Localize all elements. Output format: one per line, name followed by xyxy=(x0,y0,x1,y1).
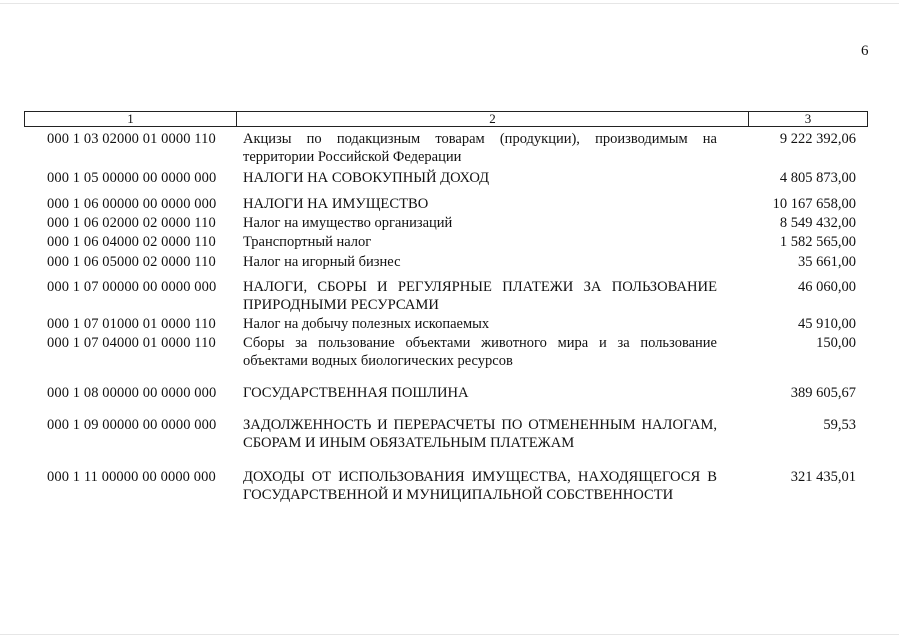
row-code: 000 1 09 00000 00 0000 000 xyxy=(47,417,217,433)
row-amount: 8 549 432,00 xyxy=(779,215,856,231)
row-code: 000 1 11 00000 00 0000 000 xyxy=(47,469,216,485)
row-code: 000 1 06 04000 02 0000 110 xyxy=(47,234,216,250)
row-code: 000 1 07 00000 00 0000 000 xyxy=(47,279,217,295)
scan-artifact-top xyxy=(0,3,899,4)
page-number: 6 xyxy=(861,43,869,59)
row-amount: 389 605,67 xyxy=(790,385,856,401)
row-amount: 59,53 xyxy=(823,417,856,433)
row-code: 000 1 07 01000 01 0000 110 xyxy=(47,316,216,332)
row-description: НАЛОГИ НА ИМУЩЕСТВО xyxy=(243,196,429,212)
row-description: НАЛОГИ НА СОВОКУПНЫЙ ДОХОД xyxy=(243,170,490,186)
row-description: ДОХОДЫ ОТ ИСПОЛЬЗОВАНИЯ ИМУЩЕСТВА, НАХОДЯЩЕГОСЯ В ГОСУДАРСТВЕННОЙ И МУНИЦИПАЛЬНОЙ СОБСТВЕННОСТИ xyxy=(243,469,717,503)
table-header xyxy=(24,111,868,127)
row-amount: 10 167 658,00 xyxy=(772,196,856,212)
header-col-2: 2 xyxy=(236,112,748,126)
row-description: Сборы за пользование объектами животного мира и за пользование объектами водных биологических ресурсов xyxy=(243,335,717,369)
row-code: 000 1 06 05000 02 0000 110 xyxy=(47,254,216,270)
row-amount: 4 805 873,00 xyxy=(779,170,856,186)
row-code: 000 1 06 00000 00 0000 000 xyxy=(47,196,217,212)
row-amount: 35 661,00 xyxy=(798,254,856,270)
row-code: 000 1 06 02000 02 0000 110 xyxy=(47,215,216,231)
header-col-1: 1 xyxy=(127,111,134,126)
row-description: Транспортный налог xyxy=(243,234,372,250)
row-amount: 9 222 392,06 xyxy=(779,131,856,147)
row-amount: 321 435,01 xyxy=(790,469,856,485)
scan-artifact-bottom xyxy=(0,634,899,635)
row-amount: 150,00 xyxy=(816,335,856,351)
row-description: Налог на игорный бизнес xyxy=(243,254,401,270)
row-amount: 46 060,00 xyxy=(798,279,856,295)
row-code: 000 1 08 00000 00 0000 000 xyxy=(47,385,217,401)
row-description: НАЛОГИ, СБОРЫ И РЕГУЛЯРНЫЕ ПЛАТЕЖИ ЗА ПОЛЬЗОВАНИЕ ПРИРОДНЫМИ РЕСУРСАМИ xyxy=(243,279,717,313)
row-amount: 45 910,00 xyxy=(798,316,856,332)
row-description: Налог на добычу полезных ископаемых xyxy=(243,316,490,332)
row-amount: 1 582 565,00 xyxy=(779,234,856,250)
row-description: ГОСУДАРСТВЕННАЯ ПОШЛИНА xyxy=(243,385,469,401)
row-code: 000 1 07 04000 01 0000 110 xyxy=(47,335,216,351)
row-description: Налог на имущество организаций xyxy=(243,215,453,231)
row-code: 000 1 05 00000 00 0000 000 xyxy=(47,170,217,186)
row-description: Акцизы по подакцизным товарам (продукции), производимым на территории Российской Федерации xyxy=(243,131,717,165)
header-col-3: 3 xyxy=(748,112,867,126)
row-description: ЗАДОЛЖЕННОСТЬ И ПЕРЕРАСЧЕТЫ ПО ОТМЕНЕННЫМ НАЛОГАМ, СБОРАМ И ИНЫМ ОБЯЗАТЕЛЬНЫМ ПЛАТЕЖАМ xyxy=(243,417,717,451)
row-code: 000 1 03 02000 01 0000 110 xyxy=(47,131,216,147)
